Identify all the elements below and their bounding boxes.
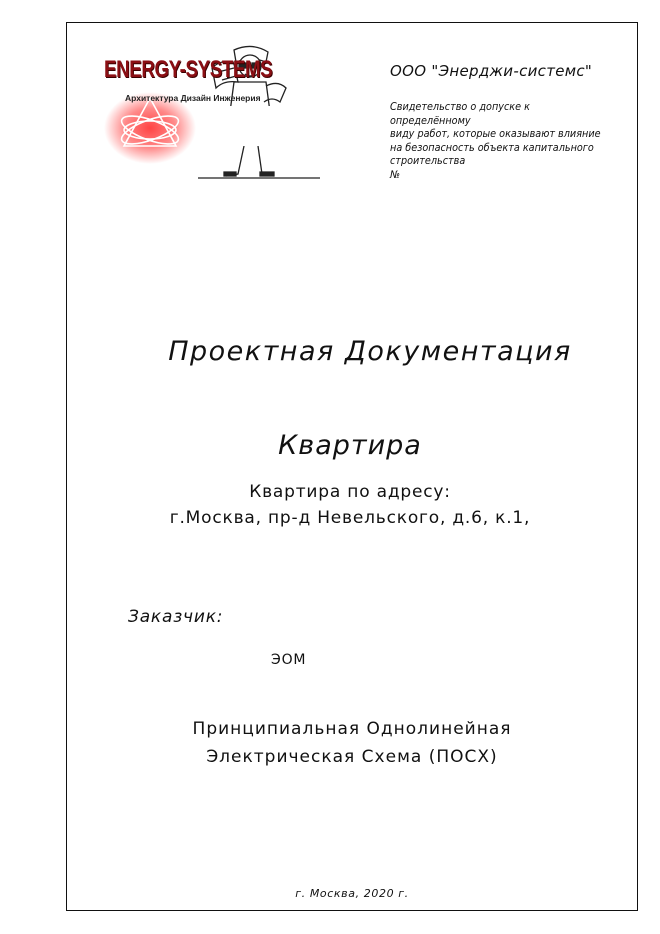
scheme-title-line1: Принципиальная Однолинейная <box>192 719 512 739</box>
object-title: Квартира <box>278 430 422 461</box>
brand-name: ENERGY-SYSTEMS <box>104 56 273 83</box>
license-block <box>390 101 611 182</box>
section-code: ЭОМ <box>271 652 307 668</box>
document-title: Проектная Документация <box>168 336 572 367</box>
license-line: строительства <box>390 155 466 167</box>
license-line: на безопасность объекта капитального <box>390 141 594 154</box>
address-label: Квартира по адресу: <box>249 482 451 502</box>
footer-city-year: г. Москва, 2020 г. <box>295 887 409 900</box>
scheme-title-line2: Электрическая Схема (ПОСХ) <box>206 747 498 767</box>
brand-plate <box>204 106 382 146</box>
license-line: виду работ, которые оказывают влияние <box>390 128 601 140</box>
address-value: г.Москва, пр-д Невельского, д.6, к.1, <box>169 508 531 528</box>
company-name: ООО "Энерджи-системс" <box>390 62 593 80</box>
license-line: Свидетельство о допуске к определённому <box>390 101 530 127</box>
customer-label: Заказчик: <box>128 607 224 627</box>
brand-tagline: Архитектура Дизайн Инженерия <box>125 93 261 103</box>
license-number: № <box>390 168 401 181</box>
